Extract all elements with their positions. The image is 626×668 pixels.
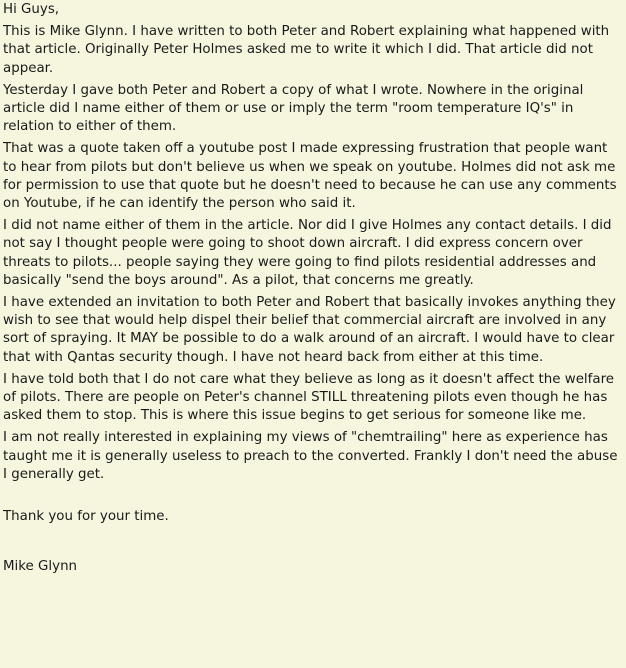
post-paragraph-3: That was a quote taken off a youtube post I made expressing frustration that people want to hear from pilots but don't believe us when we speak on youtube. Holmes did not ask me for permission to use that quote but he doesn't need to because he can use any comments on Youtube, if he can identify the person who said it. [3, 141, 617, 212]
post-paragraph-7: I am not really interested in explaining my views of "chemtrailing" here as experience has taught me it is generally useless to preach to the converted. Frankly I don't need the abuse I generally get. [3, 430, 618, 482]
post-signature: Mike Glynn [3, 559, 78, 575]
post-paragraph-5: I have extended an invitation to both Peter and Robert that basically invokes anything they wish to see that would help dispel their belief that commercial aircraft are involved in any sort of spraying. It MAY be possible to do a walk around of an aircraft. I would have to clear that with Qantas security though. I have not heard back from either at this time. [3, 295, 616, 365]
post-paragraph-1: This is Mike Glynn. I have written to both Peter and Robert explaining what happened with that article. Originally Peter Holmes asked me to write it which I did. That article did not appear. [3, 24, 610, 76]
post-paragraph-6: I have told both that I do not care what they believe as long as it doesn't affect the welfare of pilots. There are people on Peter's channel STILL threatening pilots even though he has asked them to stop. This is where this issue begins to get serious for someone like me. [3, 371, 615, 424]
post-paragraph-4: I did not name either of them in the article. Nor did I give Holmes any contact details. I did not say I thought people were going to shoot down aircraft. I did express concern over threats to pilots... people saying they were going to find pilots residential addresses and basically "send the boys around". As a pilot, that concerns me greatly. [3, 218, 612, 288]
post-paragraph-2: Yesterday I gave both Peter and Robert a copy of what I wrote. Nowhere in the original article did I name either of them or use or imply the term "room temperature IQ's" in relation to either of them. [3, 82, 584, 135]
post-greeting: Hi Guys, [3, 2, 60, 17]
post-closing: Thank you for your time. [3, 509, 169, 525]
